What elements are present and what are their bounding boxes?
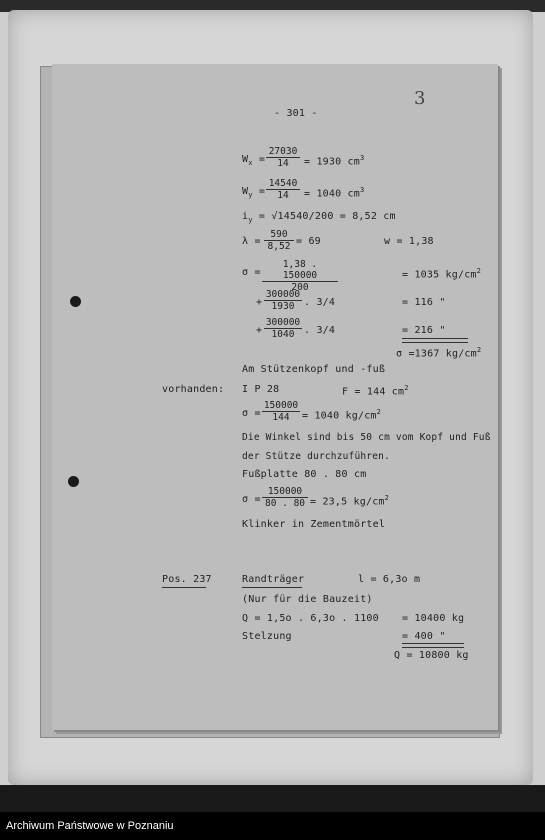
plus1-sign: + xyxy=(256,297,263,308)
plus2-sign: + xyxy=(256,325,263,336)
archive-label: Archiwum Państwowe w Poznaniu xyxy=(6,820,174,832)
sigma1-symbol: σ = xyxy=(242,267,261,278)
plus2-result: = 216 " xyxy=(402,325,446,336)
wx-symbol: $W_x$ = xyxy=(242,154,266,167)
iy-line: $i_y = √14540/200 = 8,52$ cm xyxy=(242,211,396,224)
am-stuetzenkopf: Am Stützenkopf und -fuß xyxy=(242,364,386,375)
plus1-result: = 116 " xyxy=(402,297,446,308)
wy-symbol: $W_y$ = xyxy=(242,186,266,199)
ip-profile: I P 28 xyxy=(242,384,280,395)
sum-underline xyxy=(402,338,468,343)
winkel-line-2: der Stütze durchzuführen. xyxy=(242,451,390,462)
vorhanden-label: vorhanden: xyxy=(162,384,225,395)
q-calculation: Q = 1,5o . 6,3o . 1100 xyxy=(242,613,379,624)
wy-fraction: $\frac{14540}{14}$ xyxy=(266,178,300,201)
stelzung-result: = 400 " xyxy=(402,631,446,642)
sigma1-result: = 1035 $kg/cm^2$ xyxy=(402,267,482,281)
sigma2-symbol: σ = xyxy=(242,408,261,419)
handwritten-page-mark: 3 xyxy=(414,88,426,109)
sigma3-symbol: σ = xyxy=(242,494,261,505)
stelzung-label: Stelzung xyxy=(242,631,292,642)
q-total: Q = 10800 kg xyxy=(394,650,469,661)
punch-hole xyxy=(70,296,81,307)
winkel-line-1: Die Winkel sind bis 50 cm vom Kopf und Fuß xyxy=(242,432,491,443)
punch-hole xyxy=(68,476,79,487)
sigma3-fraction: $\frac{150000}{80 . 80}$ xyxy=(262,486,308,509)
plus2-tail: . 3/4 xyxy=(304,325,336,336)
f-area: F = 144 $cm^2$ xyxy=(342,384,409,398)
film-strip xyxy=(0,785,545,812)
q-result: = 10400 kg xyxy=(402,613,465,624)
wx-result: = 1930 $cm^3$ xyxy=(304,154,365,168)
page-number: - 301 - xyxy=(274,108,318,119)
document-page xyxy=(52,64,498,730)
footer-bar xyxy=(0,812,545,840)
position-number: Pos. 237 xyxy=(162,574,212,585)
position-underline xyxy=(162,587,206,588)
nur-bauzeit: (Nur für die Bauzeit) xyxy=(242,594,373,605)
lambda-fraction: $\frac{590}{8,52}$ xyxy=(264,229,294,252)
lambda-result: = 69 xyxy=(296,236,321,247)
span-length: l = 6,3o m xyxy=(358,574,421,585)
randtraeger-underline xyxy=(242,587,302,588)
sigma2-fraction: $\frac{150000}{144}$ xyxy=(263,400,299,423)
plus1-tail: . 3/4 xyxy=(304,297,336,308)
fussplatte: Fußplatte 80 . 80 cm xyxy=(242,469,367,480)
wx-fraction: $\frac{27030}{14}$ xyxy=(266,146,300,169)
sigma2-result: = 1040 $kg/cm^2$ xyxy=(302,408,382,422)
omega-value: w = 1,38 xyxy=(384,236,434,247)
lambda-symbol: λ = xyxy=(242,236,261,247)
sigma1-fraction: $\frac{1,38 . 150000}{200}$ xyxy=(262,259,338,293)
randtraeger-heading: Randträger xyxy=(242,574,305,585)
plus2-fraction: $\frac{300000}{1040}$ xyxy=(265,317,301,340)
wy-result: = 1040 $cm^3$ xyxy=(304,186,365,200)
q-sum-underline xyxy=(402,643,464,648)
plus1-fraction: $\frac{300000}{1930}$ xyxy=(265,289,301,312)
sigma-total: σ =1367 $kg/cm^2$ xyxy=(396,346,482,360)
sigma3-result: = 23,5 $kg/cm^2$ xyxy=(310,494,390,508)
klinker: Klinker in Zementmörtel xyxy=(242,519,386,530)
